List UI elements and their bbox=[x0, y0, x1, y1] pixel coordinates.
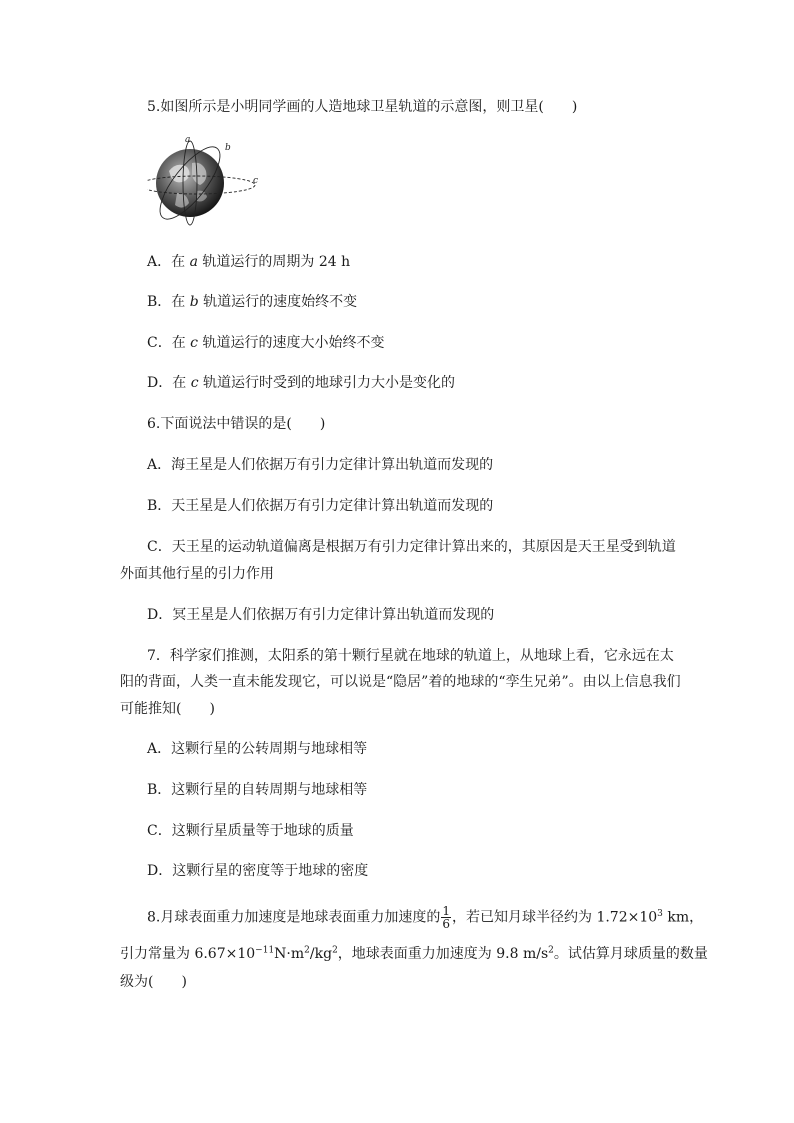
q7-stem-line2: 阳的背面，人类一直未能发现它，可以说是“隐居”着的地球的“孪生兄弟”。由以上信息我们 bbox=[120, 674, 681, 690]
q5-option-a: A．在 a 轨道运行的周期为 24 h bbox=[147, 254, 351, 270]
orbit-label-a: a bbox=[185, 135, 191, 145]
q7-option-a: A．这颗行星的公转周期与地球相等 bbox=[147, 741, 368, 757]
q7-stem-line1: 7．科学家们推测，太阳系的第十颗行星就在地球的轨道上，从地球上看，它永远在太 bbox=[147, 648, 674, 664]
orbit-label-c: c bbox=[253, 176, 259, 186]
satellite-orbit-figure bbox=[147, 133, 272, 228]
q7-stem-line3: 可能推知( ) bbox=[120, 701, 215, 717]
fraction-one-sixth: $\frac{1}{6}$ bbox=[442, 904, 450, 931]
q6-option-c-cont: 外面其他行星的引力作用 bbox=[120, 566, 274, 582]
q6-option-a: A．海王星是人们依据万有引力定律计算出轨道而发现的 bbox=[147, 457, 494, 473]
q7-option-b: B．这颗行星的自转周期与地球相等 bbox=[147, 782, 368, 798]
q7-option-d: D．这颗行星的密度等于地球的密度 bbox=[147, 863, 369, 879]
q6-stem: 6.下面说法中错误的是( ) bbox=[147, 416, 326, 432]
q6-option-c: C．天王星的运动轨道偏离是根据万有引力定律计算出来的，其原因是天王星受到轨道 bbox=[147, 539, 676, 555]
orbit-label-b: b bbox=[225, 143, 231, 153]
q7-option-c: C．这颗行星质量等于地球的质量 bbox=[147, 823, 354, 839]
q8-line1: 8.月球表面重力加速度是地球表面重力加速度的 $\frac{1}{6}$ ，若已知月球半径约为 $1.72\times 10^3$ km， bbox=[147, 904, 704, 931]
q5-option-d: D．在 c 轨道运行时受到的地球引力大小是变化的 bbox=[147, 375, 455, 391]
q8-line3: 级为( ) bbox=[120, 974, 187, 990]
q8-line2: 引力常量为 $6.67\times 10^{-11}N\cdot m^2/kg^2$，地球表面重力加速度为 9.8 $m/s^2$。试估算月球质量的数量 bbox=[120, 945, 708, 962]
q5-option-b: B．在 b 轨道运行的速度始终不变 bbox=[147, 294, 358, 310]
q5-stem: 5.如图所示是小明同学画的人造地球卫星轨道的示意图，则卫星( ) bbox=[147, 99, 578, 115]
q6-option-b: B．天王星是人们依据万有引力定律计算出轨道而发现的 bbox=[147, 498, 494, 514]
q5-option-c: C．在 c 轨道运行的速度大小始终不变 bbox=[147, 335, 385, 351]
q6-option-d: D．冥王星是人们依据万有引力定律计算出轨道而发现的 bbox=[147, 607, 495, 623]
